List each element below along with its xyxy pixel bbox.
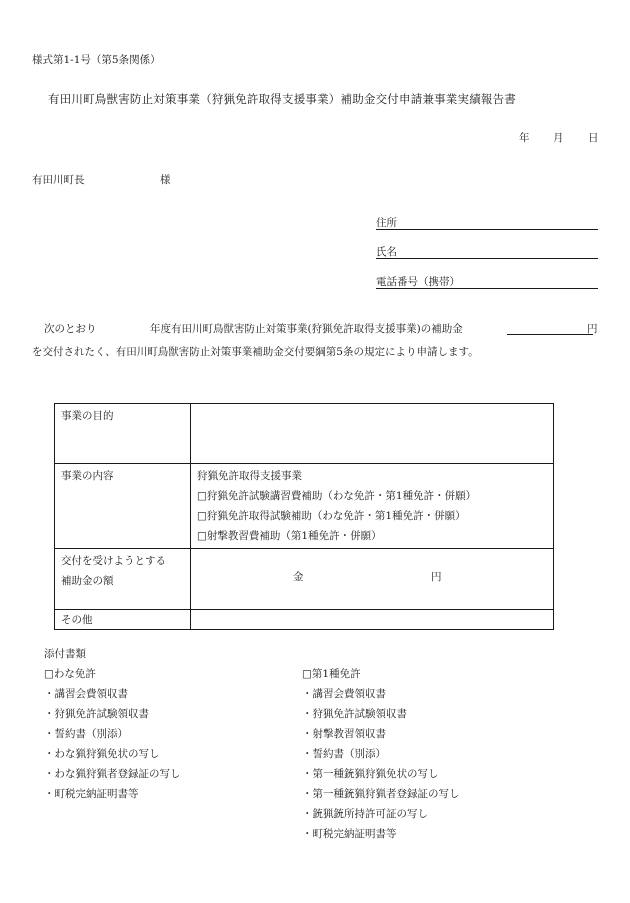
body-fiscal-year-text: 年度有田川町鳥獣害防止対策事業(狩猟免許取得支援事業)の補助金 — [150, 323, 463, 335]
checkbox-exam-fee[interactable]: □狩猟免許取得試験補助（わな免許・第1種免許・併願） — [197, 510, 466, 522]
checkbox-first-class-license[interactable]: □第1種免許 — [302, 668, 361, 680]
list-item: ・誓約書（別添） — [302, 748, 386, 760]
addressee-honorific: 様 — [160, 174, 171, 186]
application-table — [54, 403, 554, 630]
purpose-field[interactable] — [191, 404, 554, 464]
first-class-attachment-list — [302, 664, 460, 844]
amount-label — [55, 549, 191, 610]
date-day: 日 — [588, 132, 599, 144]
list-item: ・第一種銃猟狩猟者登録証の写し — [302, 788, 460, 800]
amount-yen: 円 — [431, 571, 442, 583]
other-label: その他 — [55, 610, 191, 630]
subsidy-amount-blank[interactable] — [507, 333, 593, 335]
address-label: 住所 — [376, 217, 397, 229]
wana-attachment-list — [44, 664, 181, 804]
name-label: 氏名 — [376, 246, 397, 258]
list-item: ・銃猟銃所持許可証の写し — [302, 808, 428, 820]
list-item: ・町税完納証明書等 — [44, 788, 139, 800]
checkbox-course-fee[interactable]: □狩猟免許試験講習費補助（わな免許・第1種免許・併願） — [197, 490, 477, 502]
checkbox-wana-license[interactable]: □わな免許 — [44, 668, 96, 680]
list-item: ・射撃教習領収書 — [302, 728, 386, 740]
body-intro: 次のとおり — [44, 323, 97, 335]
address-field[interactable] — [376, 215, 598, 230]
list-item: ・講習会費領収書 — [44, 688, 128, 700]
list-item: ・わな猟狩猟免状の写し — [44, 748, 160, 760]
purpose-label: 事業の目的 — [55, 404, 191, 464]
body-yen: 円 — [587, 323, 598, 335]
amount-kin: 金 — [293, 571, 304, 583]
list-item: ・町税完納証明書等 — [302, 828, 397, 840]
addressee-name: 有田川町長 — [32, 174, 85, 186]
list-item: ・第一種銃猟狩猟免状の写し — [302, 768, 439, 780]
name-field[interactable] — [376, 244, 598, 259]
list-item: ・講習会費領収書 — [302, 688, 386, 700]
list-item: ・狩猟免許試験領収書 — [302, 708, 407, 720]
document-title: 有田川町鳥獣害防止対策事業（狩猟免許取得支援事業）補助金交付申請兼事業実績報告書 — [48, 92, 516, 106]
other-field[interactable] — [191, 610, 554, 630]
content-line: 狩猟免許取得支援事業 — [197, 470, 302, 482]
list-item: ・誓約書（別添） — [44, 728, 128, 740]
phone-label: 電話番号（携帯） — [376, 276, 460, 288]
amount-label-line1: 交付を受けようとする — [61, 555, 166, 567]
attachments-heading: 添付書類 — [44, 648, 86, 660]
content-label: 事業の内容 — [55, 464, 191, 549]
content-field — [191, 464, 554, 549]
date-month: 月 — [553, 132, 564, 144]
form-number: 様式第1-1号（第5条関係） — [32, 54, 161, 66]
date-year: 年 — [519, 132, 530, 144]
list-item: ・狩猟免許試験領収書 — [44, 708, 149, 720]
checkbox-shooting-fee[interactable]: □射撃教習費補助（第1種免許・併願） — [197, 530, 382, 542]
body-line2: を交付されたく、有田川町鳥獣害防止対策事業補助金交付要綱第5条の規定により申請します。 — [32, 346, 479, 358]
list-item: ・わな猟狩猟者登録証の写し — [44, 768, 181, 780]
amount-field[interactable] — [191, 549, 554, 610]
phone-field[interactable] — [376, 274, 598, 289]
amount-label-line2: 補助金の額 — [61, 575, 114, 587]
